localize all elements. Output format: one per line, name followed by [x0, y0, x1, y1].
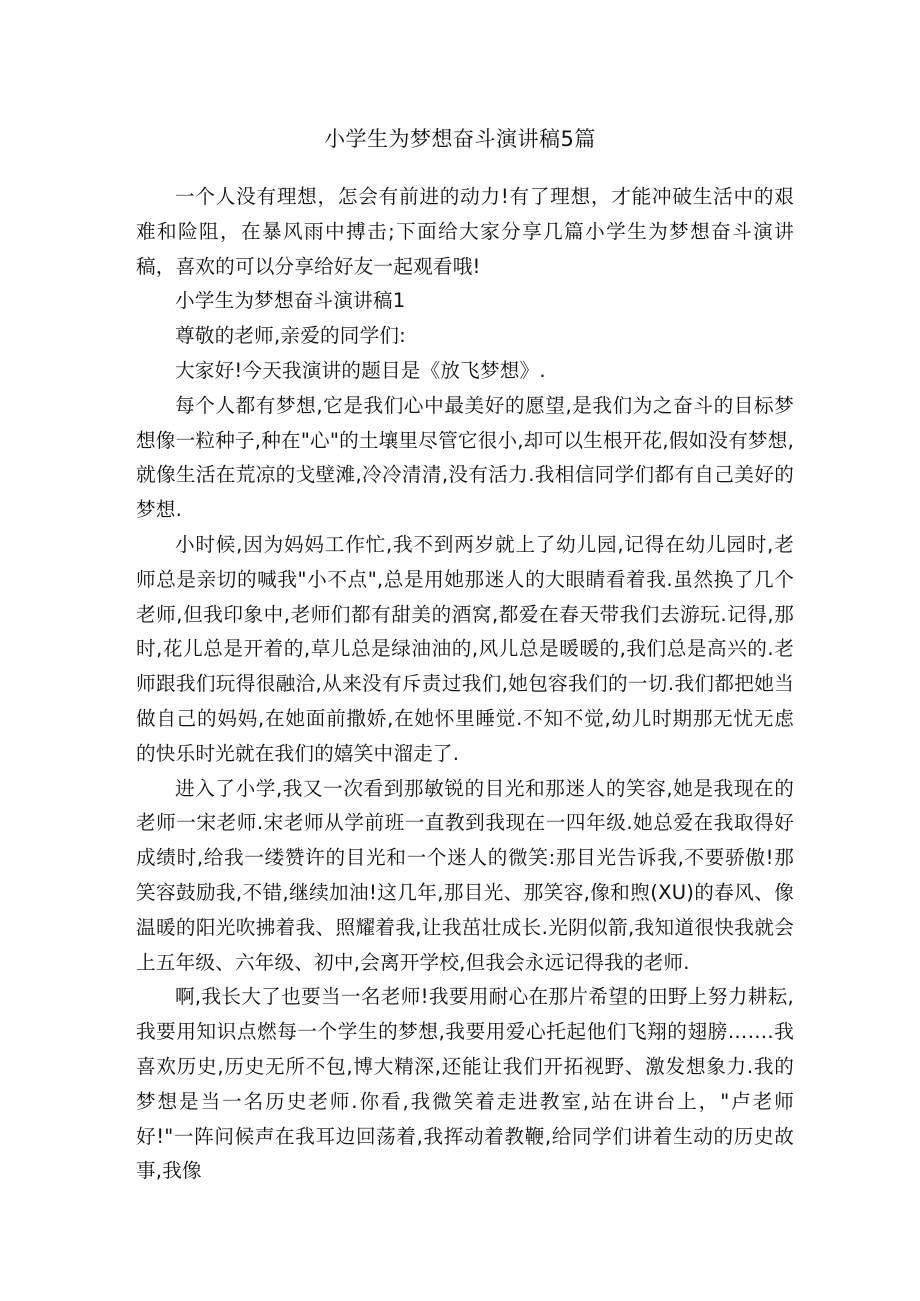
paragraph-speech-heading: 小学生为梦想奋斗演讲稿1: [175, 289, 406, 313]
paragraph-intro: 一个人没有理想，怎会有前进的动力!有了理想，才能冲破生活中的艰难和险阻，在暴风雨中搏击;下面给大家分享几篇小学生为梦想奋斗演讲稿，喜欢的可以分享给好友一起观看哦!: [136, 185, 794, 278]
document-title: 小学生为梦想奋斗演讲稿5篇: [324, 127, 596, 151]
paragraph-dreams: 每个人都有梦想,它是我们心中最美好的愿望,是我们为之奋斗的目标梦想像一粒种子,种在"心"的土壤里尽管它很小,却可以生根开花,假如没有梦想,就像生活在荒凉的戈壁滩,冷冷清清,没有活力.我相信同学们都有自己美好的梦想.: [136, 393, 794, 522]
paragraph-aspiration: 啊,我长大了也要当一名老师!我要用耐心在那片希望的田野上努力耕耘,我要用知识点燃每一个学生的梦想,我要用爱心托起他们飞翔的翅膀…….我喜欢历史,历史无所不包,博大精深,还能让我们开拓视野、激发想象力.我的梦想是当一名历史老师.你看,我微笑着走进教室,站在讲台上，"卢老师好!"一阵问候声在我耳边回荡着,我挥动着教鞭,给同学们讲着生动的历史故事,我像: [136, 985, 794, 1183]
paragraph-greeting: 大家好!今天我演讲的题目是《放飞梦想》.: [175, 358, 546, 382]
paragraph-kindergarten: 小时候,因为妈妈工作忙,我不到两岁就上了幼儿园,记得在幼儿园时,老师总是亲切的喊我"小不点",总是用她那迷人的大眼睛看着我.虽然换了几个老师,但我印象中,老师们都有甜美的酒窝,都爱在春天带我们去游玩.记得,那时,花儿总是开着的,草儿总是绿油油的,风儿总是暖暖的,我们总是高兴的.老师跟我们玩得很融洽,从来没有斥责过我们,她包容我们的一切.我们都把她当做自己的妈妈,在她面前撒娇,在她怀里睡觉.不知不觉,幼儿时期那无忧无虑的快乐时光就在我们的嬉笑中溜走了.: [136, 532, 794, 765]
paragraph-primary-school: 进入了小学,我又一次看到那敏锐的目光和那迷人的笑容,她是我现在的老师一宋老师.宋老师从学前班一直教到我现在一四年级.她总爱在我取得好成绩时,给我一缕赞许的目光和一个迷人的微笑:那目光告诉我,不要骄傲!那笑容鼓励我,不错,继续加油!这几年,那目光、那笑容,像和煦(XU)的春风、像温暖的阳光吹拂着我、照耀着我,让我茁壮成长.光阴似箭,我知道很快我就会上五年级、六年级、初中,会离开学校,但我会永远记得我的老师.: [136, 776, 794, 974]
paragraph-salutation: 尊敬的老师,亲爱的同学们:: [175, 324, 406, 348]
document-body: [136, 180, 794, 1189]
